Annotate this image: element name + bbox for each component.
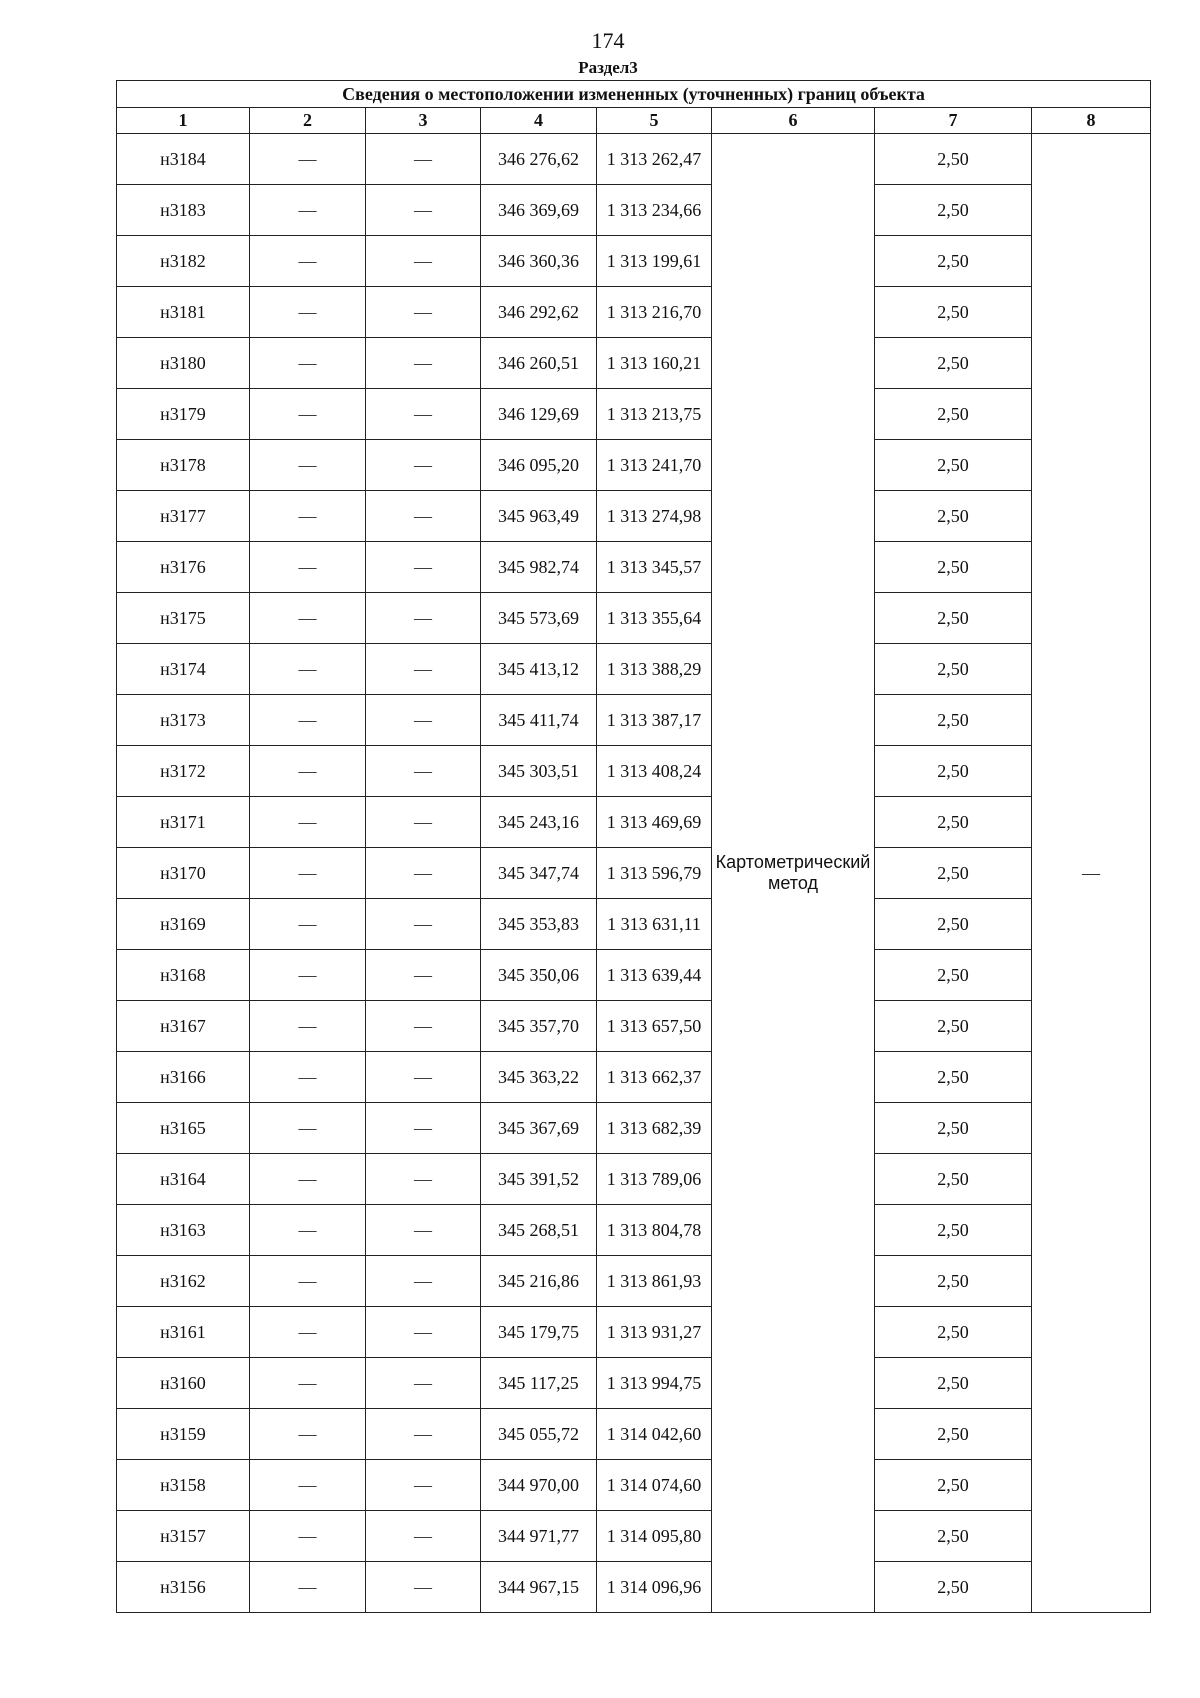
accuracy-cell: 2,50 (875, 1307, 1032, 1358)
table-row (117, 1511, 1151, 1562)
point-name-cell: н3162 (117, 1256, 250, 1307)
column-number-5: 5 (597, 108, 712, 134)
column-2-dash: — (250, 1358, 366, 1409)
accuracy-cell: 2,50 (875, 1409, 1032, 1460)
column-3-dash: — (366, 491, 481, 542)
column-2-dash: — (250, 1103, 366, 1154)
y-coordinate-cell: 1 313 682,39 (597, 1103, 712, 1154)
point-name-cell: н3176 (117, 542, 250, 593)
accuracy-cell: 2,50 (875, 542, 1032, 593)
y-coordinate-cell: 1 313 387,17 (597, 695, 712, 746)
accuracy-cell: 2,50 (875, 1052, 1032, 1103)
table-row (117, 440, 1151, 491)
column-2-dash: — (250, 440, 366, 491)
y-coordinate-cell: 1 313 274,98 (597, 491, 712, 542)
x-coordinate-cell: 345 179,75 (481, 1307, 597, 1358)
column-3-dash: — (366, 593, 481, 644)
column-3-dash: — (366, 134, 481, 185)
x-coordinate-cell: 345 243,16 (481, 797, 597, 848)
point-name-cell: н3170 (117, 848, 250, 899)
y-coordinate-cell: 1 314 096,96 (597, 1562, 712, 1613)
table-row (117, 185, 1151, 236)
accuracy-cell: 2,50 (875, 134, 1032, 185)
column-2-dash: — (250, 1256, 366, 1307)
y-coordinate-cell: 1 314 042,60 (597, 1409, 712, 1460)
column-3-dash: — (366, 899, 481, 950)
column-3-dash: — (366, 1460, 481, 1511)
table-row (117, 1409, 1151, 1460)
column-2-dash: — (250, 644, 366, 695)
y-coordinate-cell: 1 313 804,78 (597, 1205, 712, 1256)
table-body (117, 134, 1151, 1613)
column-2-dash: — (250, 1154, 366, 1205)
y-coordinate-cell: 1 313 241,70 (597, 440, 712, 491)
table-row (117, 1307, 1151, 1358)
y-coordinate-cell: 1 313 662,37 (597, 1052, 712, 1103)
column-3-dash: — (366, 440, 481, 491)
accuracy-cell: 2,50 (875, 797, 1032, 848)
column-2-dash: — (250, 542, 366, 593)
accuracy-cell: 2,50 (875, 1103, 1032, 1154)
column-2-dash: — (250, 695, 366, 746)
point-name-cell: н3163 (117, 1205, 250, 1256)
table-row (117, 1358, 1151, 1409)
table-row (117, 287, 1151, 338)
column-3-dash: — (366, 338, 481, 389)
column-2-dash: — (250, 236, 366, 287)
point-name-cell: н3156 (117, 1562, 250, 1613)
table-row (117, 491, 1151, 542)
column-3-dash: — (366, 1409, 481, 1460)
accuracy-cell: 2,50 (875, 1562, 1032, 1613)
y-coordinate-cell: 1 313 160,21 (597, 338, 712, 389)
x-coordinate-cell: 345 055,72 (481, 1409, 597, 1460)
column-2-dash: — (250, 950, 366, 1001)
x-coordinate-cell: 346 360,36 (481, 236, 597, 287)
y-coordinate-cell: 1 313 861,93 (597, 1256, 712, 1307)
y-coordinate-cell: 1 313 345,57 (597, 542, 712, 593)
table-row (117, 644, 1151, 695)
column-number-1: 1 (117, 108, 250, 134)
column-3-dash: — (366, 1001, 481, 1052)
column-3-dash: — (366, 1256, 481, 1307)
accuracy-cell: 2,50 (875, 899, 1032, 950)
section-title: Раздел3 (578, 58, 638, 77)
column-3-dash: — (366, 950, 481, 1001)
table-row (117, 1001, 1151, 1052)
x-coordinate-cell: 345 303,51 (481, 746, 597, 797)
column-3-dash: — (366, 287, 481, 338)
column-number-3: 3 (366, 108, 481, 134)
column-2-dash: — (250, 287, 366, 338)
accuracy-cell: 2,50 (875, 1358, 1032, 1409)
y-coordinate-cell: 1 313 657,50 (597, 1001, 712, 1052)
table-row (117, 134, 1151, 185)
column-3-dash: — (366, 1052, 481, 1103)
accuracy-cell: 2,50 (875, 287, 1032, 338)
column-number-2: 2 (250, 108, 366, 134)
column-2-dash: — (250, 1409, 366, 1460)
accuracy-cell: 2,50 (875, 1205, 1032, 1256)
column-2-dash: — (250, 1001, 366, 1052)
point-name-cell: н3180 (117, 338, 250, 389)
column-3-dash: — (366, 1511, 481, 1562)
point-name-cell: н3174 (117, 644, 250, 695)
y-coordinate-cell: 1 313 234,66 (597, 185, 712, 236)
column-3-dash: — (366, 1307, 481, 1358)
point-name-cell: н3164 (117, 1154, 250, 1205)
point-name-cell: н3158 (117, 1460, 250, 1511)
x-coordinate-cell: 344 971,77 (481, 1511, 597, 1562)
point-name-cell: н3173 (117, 695, 250, 746)
table-row (117, 593, 1151, 644)
column-number-6: 6 (712, 108, 875, 134)
column-3-dash: — (366, 797, 481, 848)
column-3-dash: — (366, 1358, 481, 1409)
column-2-dash: — (250, 1307, 366, 1358)
y-coordinate-cell: 1 313 213,75 (597, 389, 712, 440)
column-number-8: 8 (1032, 108, 1151, 134)
column-2-dash: — (250, 1205, 366, 1256)
y-coordinate-cell: 1 314 074,60 (597, 1460, 712, 1511)
y-coordinate-cell: 1 313 216,70 (597, 287, 712, 338)
y-coordinate-cell: 1 313 596,79 (597, 848, 712, 899)
point-name-cell: н3184 (117, 134, 250, 185)
point-name-cell: н3172 (117, 746, 250, 797)
point-name-cell: н3178 (117, 440, 250, 491)
point-name-cell: н3161 (117, 1307, 250, 1358)
page-number: 174 (591, 28, 625, 53)
accuracy-cell: 2,50 (875, 593, 1032, 644)
point-name-cell: н3171 (117, 797, 250, 848)
table-row (117, 236, 1151, 287)
y-coordinate-cell: 1 313 355,64 (597, 593, 712, 644)
column-2-dash: — (250, 1511, 366, 1562)
x-coordinate-cell: 345 982,74 (481, 542, 597, 593)
accuracy-cell: 2,50 (875, 236, 1032, 287)
x-coordinate-cell: 345 117,25 (481, 1358, 597, 1409)
point-name-cell: н3169 (117, 899, 250, 950)
column-3-dash: — (366, 542, 481, 593)
table-row (117, 1460, 1151, 1511)
table-row (117, 695, 1151, 746)
table-row (117, 848, 1151, 899)
table-row (117, 1052, 1151, 1103)
x-coordinate-cell: 345 411,74 (481, 695, 597, 746)
x-coordinate-cell: 345 391,52 (481, 1154, 597, 1205)
column-8-cell: — (1032, 134, 1151, 1613)
table-row (117, 1562, 1151, 1613)
table-row (117, 797, 1151, 848)
point-name-cell: н3165 (117, 1103, 250, 1154)
table-row (117, 542, 1151, 593)
table-row (117, 1256, 1151, 1307)
accuracy-cell: 2,50 (875, 950, 1032, 1001)
column-3-dash: — (366, 1154, 481, 1205)
table-row (117, 1103, 1151, 1154)
accuracy-cell: 2,50 (875, 1511, 1032, 1562)
point-name-cell: н3168 (117, 950, 250, 1001)
column-2-dash: — (250, 389, 366, 440)
y-coordinate-cell: 1 313 639,44 (597, 950, 712, 1001)
column-2-dash: — (250, 593, 366, 644)
accuracy-cell: 2,50 (875, 695, 1032, 746)
method-cell: Картометрический метод (712, 134, 875, 1613)
column-2-dash: — (250, 1562, 366, 1613)
y-coordinate-cell: 1 313 789,06 (597, 1154, 712, 1205)
x-coordinate-cell: 345 357,70 (481, 1001, 597, 1052)
column-2-dash: — (250, 746, 366, 797)
y-coordinate-cell: 1 313 931,27 (597, 1307, 712, 1358)
x-coordinate-cell: 344 967,15 (481, 1562, 597, 1613)
table-row (117, 1205, 1151, 1256)
table-row (117, 389, 1151, 440)
accuracy-cell: 2,50 (875, 389, 1032, 440)
point-name-cell: н3182 (117, 236, 250, 287)
table-row (117, 950, 1151, 1001)
accuracy-cell: 2,50 (875, 746, 1032, 797)
column-3-dash: — (366, 1562, 481, 1613)
x-coordinate-cell: 346 260,51 (481, 338, 597, 389)
point-name-cell: н3179 (117, 389, 250, 440)
y-coordinate-cell: 1 313 388,29 (597, 644, 712, 695)
y-coordinate-cell: 1 313 199,61 (597, 236, 712, 287)
column-2-dash: — (250, 185, 366, 236)
point-name-cell: н3175 (117, 593, 250, 644)
column-3-dash: — (366, 695, 481, 746)
y-coordinate-cell: 1 313 631,11 (597, 899, 712, 950)
column-number-7: 7 (875, 108, 1032, 134)
accuracy-cell: 2,50 (875, 1154, 1032, 1205)
accuracy-cell: 2,50 (875, 1001, 1032, 1052)
point-name-cell: н3183 (117, 185, 250, 236)
point-name-cell: н3181 (117, 287, 250, 338)
x-coordinate-cell: 345 363,22 (481, 1052, 597, 1103)
table-row (117, 746, 1151, 797)
x-coordinate-cell: 346 369,69 (481, 185, 597, 236)
table-row (117, 338, 1151, 389)
x-coordinate-cell: 346 276,62 (481, 134, 597, 185)
x-coordinate-cell: 345 347,74 (481, 848, 597, 899)
x-coordinate-cell: 345 963,49 (481, 491, 597, 542)
accuracy-cell: 2,50 (875, 644, 1032, 695)
column-3-dash: — (366, 746, 481, 797)
x-coordinate-cell: 345 216,86 (481, 1256, 597, 1307)
column-2-dash: — (250, 899, 366, 950)
x-coordinate-cell: 345 573,69 (481, 593, 597, 644)
x-coordinate-cell: 346 129,69 (481, 389, 597, 440)
table-row (117, 899, 1151, 950)
column-number-row (117, 108, 1151, 134)
column-3-dash: — (366, 848, 481, 899)
x-coordinate-cell: 345 367,69 (481, 1103, 597, 1154)
column-2-dash: — (250, 491, 366, 542)
x-coordinate-cell: 345 353,83 (481, 899, 597, 950)
point-name-cell: н3160 (117, 1358, 250, 1409)
column-2-dash: — (250, 848, 366, 899)
column-3-dash: — (366, 1205, 481, 1256)
x-coordinate-cell: 345 413,12 (481, 644, 597, 695)
table-row (117, 1154, 1151, 1205)
point-name-cell: н3159 (117, 1409, 250, 1460)
column-2-dash: — (250, 1052, 366, 1103)
point-name-cell: н3167 (117, 1001, 250, 1052)
y-coordinate-cell: 1 313 408,24 (597, 746, 712, 797)
accuracy-cell: 2,50 (875, 185, 1032, 236)
column-3-dash: — (366, 236, 481, 287)
coordinates-table (116, 80, 1151, 1613)
column-3-dash: — (366, 389, 481, 440)
accuracy-cell: 2,50 (875, 848, 1032, 899)
accuracy-cell: 2,50 (875, 491, 1032, 542)
y-coordinate-cell: 1 313 994,75 (597, 1358, 712, 1409)
column-2-dash: — (250, 338, 366, 389)
column-number-4: 4 (481, 108, 597, 134)
accuracy-cell: 2,50 (875, 1460, 1032, 1511)
accuracy-cell: 2,50 (875, 440, 1032, 491)
x-coordinate-cell: 345 268,51 (481, 1205, 597, 1256)
y-coordinate-cell: 1 313 262,47 (597, 134, 712, 185)
x-coordinate-cell: 346 292,62 (481, 287, 597, 338)
column-3-dash: — (366, 644, 481, 695)
x-coordinate-cell: 344 970,00 (481, 1460, 597, 1511)
column-2-dash: — (250, 1460, 366, 1511)
accuracy-cell: 2,50 (875, 338, 1032, 389)
column-3-dash: — (366, 1103, 481, 1154)
column-2-dash: — (250, 797, 366, 848)
point-name-cell: н3177 (117, 491, 250, 542)
x-coordinate-cell: 346 095,20 (481, 440, 597, 491)
table-caption: Сведения о местоположении измененных (уточненных) границ объекта (117, 81, 1151, 108)
x-coordinate-cell: 345 350,06 (481, 950, 597, 1001)
accuracy-cell: 2,50 (875, 1256, 1032, 1307)
point-name-cell: н3166 (117, 1052, 250, 1103)
y-coordinate-cell: 1 314 095,80 (597, 1511, 712, 1562)
column-3-dash: — (366, 185, 481, 236)
point-name-cell: н3157 (117, 1511, 250, 1562)
y-coordinate-cell: 1 313 469,69 (597, 797, 712, 848)
column-2-dash: — (250, 134, 366, 185)
